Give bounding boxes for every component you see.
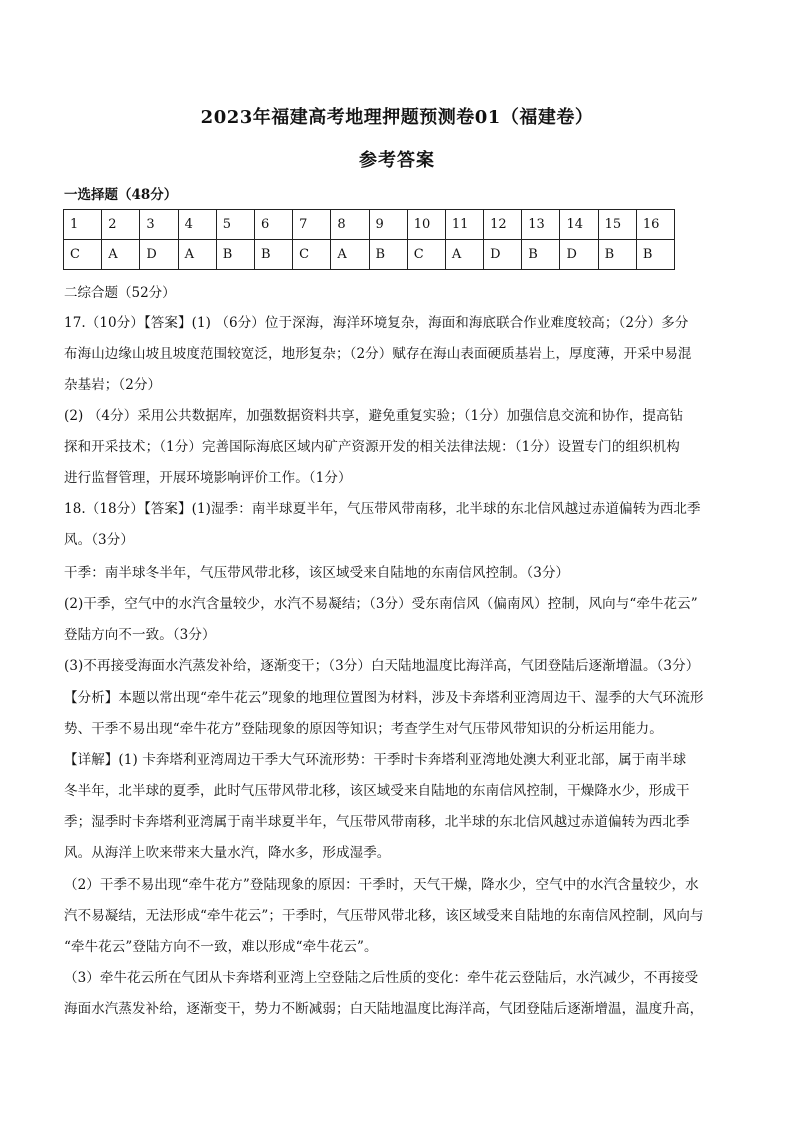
- answer-table-number-row: [64, 210, 675, 240]
- answer-line-17-2: 布海山边缘山坡且坡度范围较宽泛，地形复杂；（2分）赋存在海山表面硬质基岩上，厚度薄，开采中易混: [64, 346, 692, 362]
- answer-cell: D: [560, 240, 598, 270]
- question-number: 5: [216, 210, 254, 240]
- detail-line-7: “牵牛花云”登陆方向不一致，难以形成“牵牛花云”。: [64, 939, 378, 955]
- answer-line-18-3: 干季：南半球冬半年，气压带风带北移，该区域受来自陆地的东南信风控制。（3分）: [64, 565, 570, 581]
- document-subtitle: 参考答案: [359, 150, 435, 171]
- question-number: 7: [293, 210, 331, 240]
- answer-cell: B: [522, 240, 560, 270]
- detail-line-5: （2）干季不易出现“牵牛花方”登陆现象的原因：干季时，天气干燥，降水少，空气中的水汽含量较少，水: [64, 877, 699, 893]
- answer-line-18-2: 风。（3分）: [64, 532, 134, 548]
- question-number: 14: [560, 210, 598, 240]
- question-number: 11: [445, 210, 483, 240]
- answer-cell: B: [216, 240, 254, 270]
- answer-cell: B: [598, 240, 636, 270]
- question-number: 10: [407, 210, 445, 240]
- question-number: 12: [484, 210, 522, 240]
- answer-cell: A: [331, 240, 369, 270]
- answer-line-17-5: 探和开采技术；（1分）完善国际海底区域内矿产资源开发的相关法律法规：（1分）设置专门的组织机构: [64, 439, 680, 455]
- answer-table: [63, 209, 675, 270]
- section-heading-comprehensive: 二综合题（52分）: [64, 285, 176, 301]
- answer-cell: B: [254, 240, 292, 270]
- answer-cell: A: [178, 240, 216, 270]
- question-number: 9: [369, 210, 407, 240]
- question-number: 3: [140, 210, 178, 240]
- document-title: 2023年福建高考地理押题预测卷01（福建卷）: [200, 107, 594, 128]
- answer-cell: A: [445, 240, 483, 270]
- analysis-line-1: 【分析】本题以常出现“牵牛花云”现象的地理位置图为材料，涉及卡奔塔利亚湾周边干、湿季的大气环流形: [64, 690, 704, 706]
- question-number: 2: [102, 210, 140, 240]
- detail-line-9: 海面水汽蒸发补给，逐渐变干，势力不断减弱；白天陆地温度比海洋高，气团登陆后逐渐增温，温度升高，: [64, 1001, 704, 1017]
- answer-cell: A: [102, 240, 140, 270]
- answer-line-17-4: (2) （4分）采用公共数据库，加强数据资料共享，避免重复实验；（1分）加强信息交流和协作，提高钻: [64, 408, 684, 424]
- detail-line-8: （3）牵牛花云所在气团从卡奔塔利亚湾上空登陆之后性质的变化：牵牛花云登陆后，水汽减少，不再接受: [64, 970, 699, 986]
- answer-line-18-5: 登陆方向不一致。（3分）: [64, 627, 216, 643]
- answer-cell: B: [369, 240, 407, 270]
- detail-line-1: 【详解】(1) 卡奔塔利亚湾周边干季大气环流形势：干季时卡奔塔利亚湾地处澳大利亚北部，属于南半球: [64, 752, 687, 768]
- detail-line-3: 季；湿季时卡奔塔利亚湾属于南半球夏半年，气压带风带南移，北半球的东北信风越过赤道偏转为西北季: [64, 814, 690, 830]
- section-heading-choice: 一选择题（48分）: [64, 187, 178, 203]
- answer-line-17-6: 进行监督管理，开展环境影响评价工作。（1分）: [64, 470, 352, 486]
- answer-line-18-1: 18.（18分）【答案】(1)湿季：南半球夏半年，气压带风带南移，北半球的东北信风越过赤道偏转为西北季: [64, 501, 701, 517]
- question-number: 16: [636, 210, 674, 240]
- answer-line-18-4: (2)干季，空气中的水汽含量较少，水汽不易凝结；（3分）受东南信风（偏南风）控制，风向与“牵牛花云”: [64, 596, 698, 612]
- detail-line-2: 冬半年，北半球的夏季，此时气压带风带北移，该区域受来自陆地的东南信风控制，干燥降水少，形成干: [64, 783, 690, 799]
- question-number: 4: [178, 210, 216, 240]
- answer-table-answer-row: [64, 240, 675, 270]
- analysis-line-2: 势、干季不易出现“牵牛花方”登陆现象的原因等知识；考查学生对气压带风带知识的分析运用能力。: [64, 721, 663, 737]
- question-number: 15: [598, 210, 636, 240]
- question-number: 8: [331, 210, 369, 240]
- answer-cell: D: [484, 240, 522, 270]
- answer-line-18-6: (3)不再接受海面水汽蒸发补给，逐渐变干；（3分）白天陆地温度比海洋高，气团登陆后逐渐增温。（3分）: [64, 658, 700, 674]
- answer-line-17-1: 17.（10分）【答案】(1) （6分）位于深海，海洋环境复杂，海面和海底联合作业难度较高；（2分）多分: [64, 315, 689, 331]
- answer-cell: C: [64, 240, 102, 270]
- answer-line-17-3: 杂基岩；（2分）: [64, 377, 162, 393]
- detail-line-6: 汽不易凝结，无法形成“牵牛花云”；干季时，气压带风带北移，该区域受来自陆地的东南信风控制，风向与: [64, 908, 704, 924]
- answer-cell: C: [407, 240, 445, 270]
- detail-line-4: 风。从海洋上吹来带来大量水汽，降水多，形成湿季。: [64, 845, 391, 861]
- answer-cell: C: [293, 240, 331, 270]
- question-number: 13: [522, 210, 560, 240]
- answer-cell: B: [636, 240, 674, 270]
- answer-cell: D: [140, 240, 178, 270]
- question-number: 6: [254, 210, 292, 240]
- question-number: 1: [64, 210, 102, 240]
